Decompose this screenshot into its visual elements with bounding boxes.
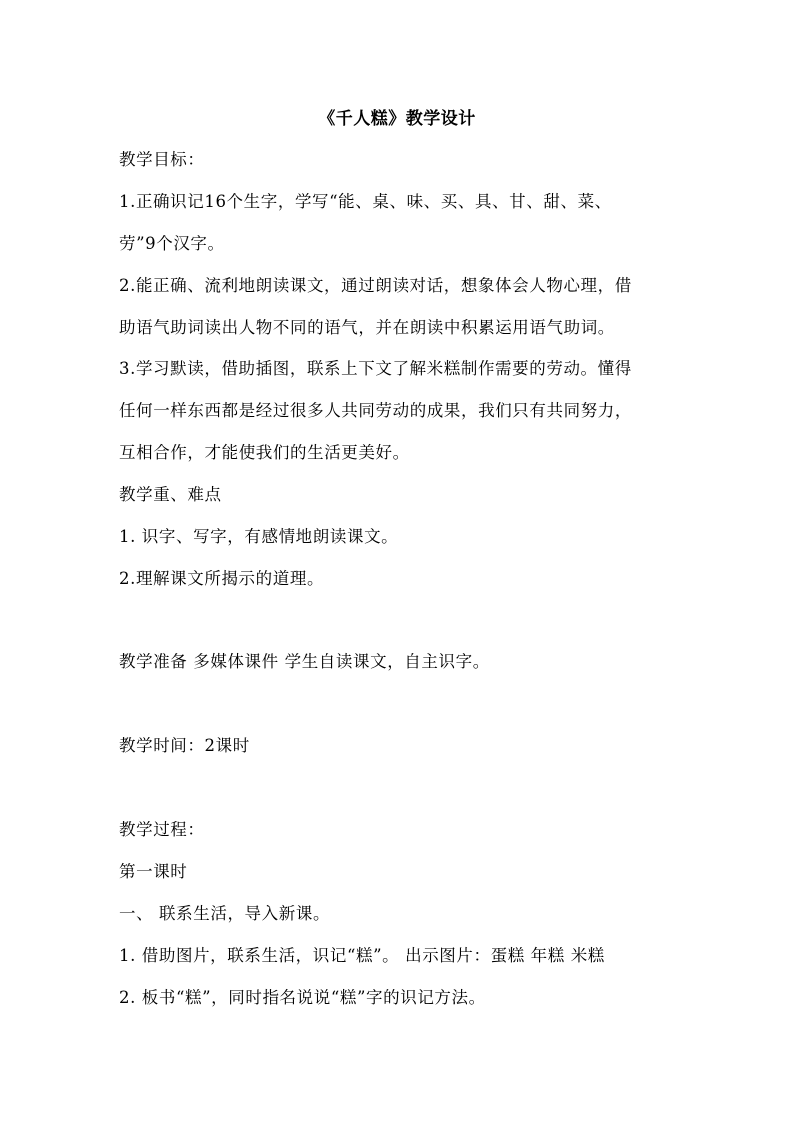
section-heading-process: 教学过程： [119, 820, 205, 839]
section-heading-objectives: 教学目标： [119, 150, 205, 169]
paragraph-line: 劳”9个汉字。 [119, 234, 225, 253]
document-title: 《千人糕》教学设计 [318, 109, 476, 129]
paragraph-line: 2.理解课文所揭示的道理。 [119, 569, 325, 588]
paragraph-line: 1. 识字、写字，有感情地朗读课文。 [119, 527, 399, 546]
section-heading-key-points: 教学重、难点 [119, 485, 222, 504]
paragraph-line: 互相合作，才能使我们的生活更美好。 [119, 443, 410, 462]
paragraph-line: 3.学习默读，借助插图，联系上下文了解米糕制作需要的劳动。懂得 [119, 359, 632, 378]
paragraph-line: 任何一样东西都是经过很多人共同劳动的成果，我们只有共同努力， [119, 401, 632, 420]
section-heading-preparation: 教学准备 多媒体课件 学生自读课文，自主识字。 [119, 652, 490, 671]
paragraph-line: 1. 借助图片，联系生活，识记“糕”。 出示图片：蛋糕 年糕 米糕 [119, 946, 605, 965]
paragraph-line: 助语气助词读出人物不同的语气，并在朗读中积累运用语气助词。 [119, 318, 615, 337]
paragraph-line: 1.正确识记16个生字，学写“能、桌、味、买、具、甘、甜、菜、 [119, 192, 612, 211]
section-heading-time: 教学时间：2课时 [119, 736, 250, 755]
lesson-heading: 第一课时 [119, 862, 188, 881]
step-heading: 一、 联系生活，导入新课。 [119, 904, 331, 923]
paragraph-line: 2.能正确、流利地朗读课文，通过朗读对话，想象体会人物心理，借 [119, 276, 632, 295]
paragraph-line: 2. 板书“糕”，同时指名说说“糕”字的识记方法。 [119, 988, 486, 1007]
